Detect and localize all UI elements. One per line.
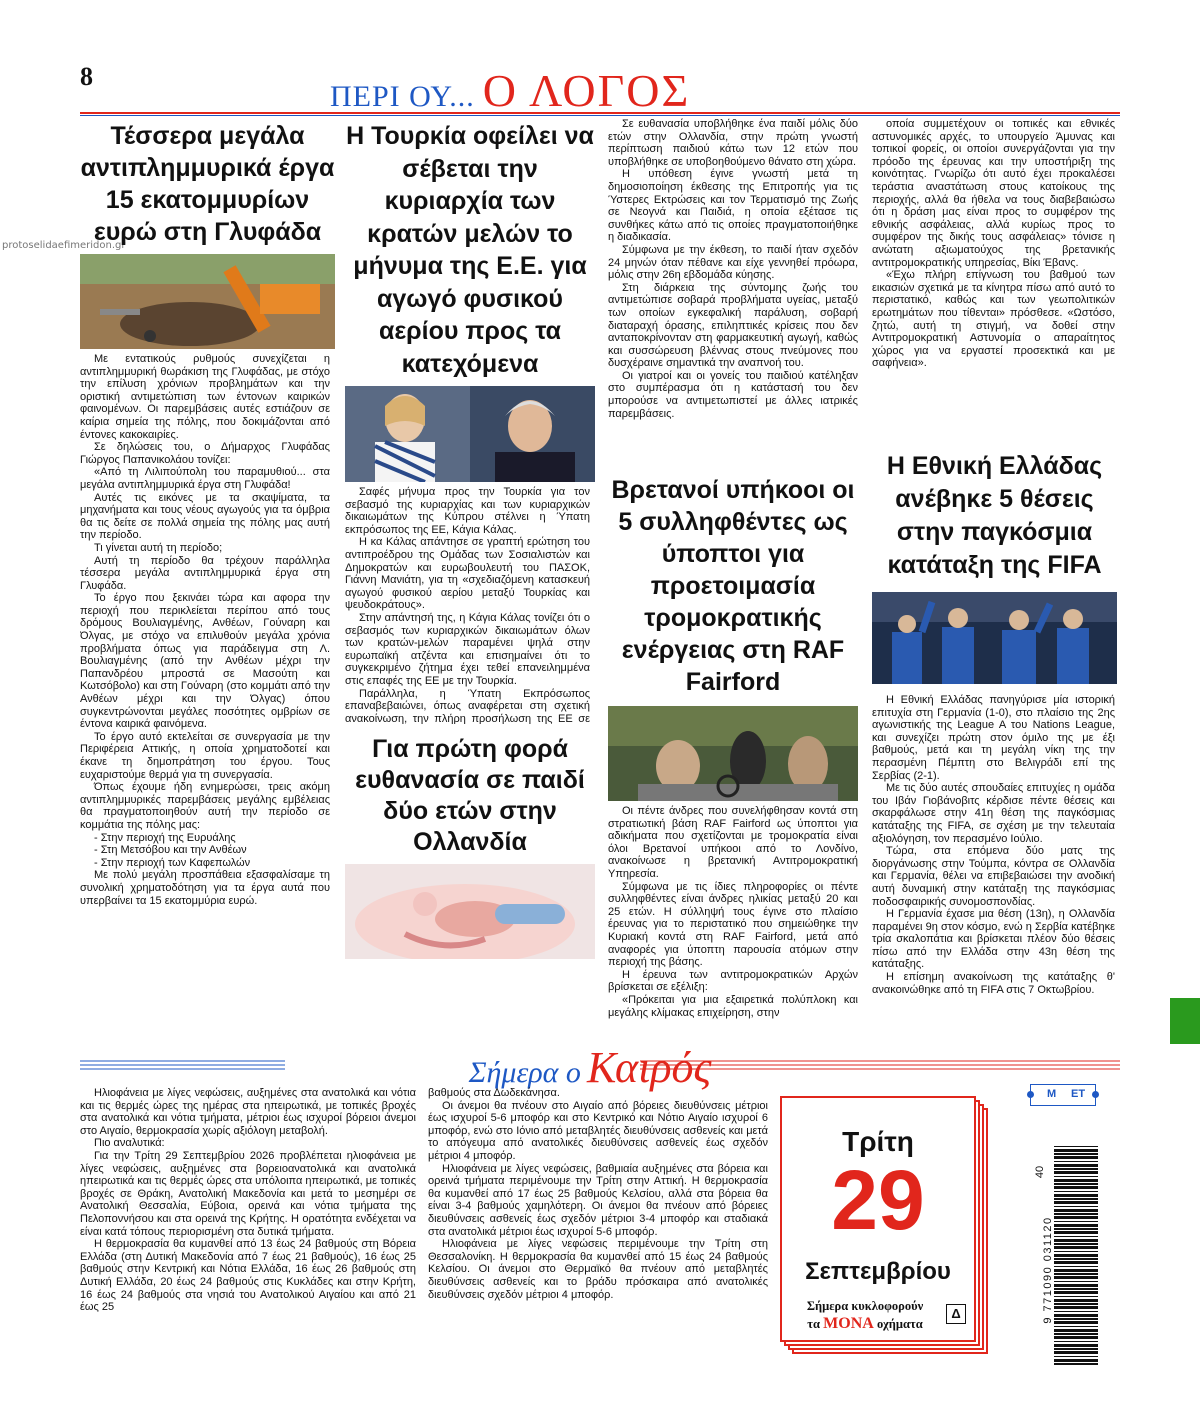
body-greece-fifa (872, 694, 1115, 1094)
met-letter: Μ (1047, 1088, 1057, 1100)
body-turkey (345, 486, 590, 724)
watermark: protoselidaefimeridon.gr (2, 240, 126, 251)
paragraph: Οι γιατροί και οι γονείς του παιδιού κατέληξαν στο συμπέρασμα ότι η κατάστασή του δεν μπορούσε να αντιμετωπιστεί με άλλες ιατρικές παρεμβάσεις. (608, 369, 858, 420)
headline-turkey: Η Τουρκία οφείλει να σέβεται την κυριαρχία των κρατών μελών το μήνυμα της Ε.Ε. για αγωγό φυσικού αερίου προς τα κατεχόμενα (346, 122, 594, 378)
masthead-part2: Ο ΛΟΓΟΣ (482, 65, 691, 116)
odd-even-notice (790, 1298, 940, 1333)
weather-left (80, 1087, 416, 1362)
paragraph: Παράλληλα, η Ύπατη Εκπρόσωπος επαναβεβαιώνει, όπως αναφέρεται στη σχετική ανακοίνωση, την πλήρη προσήλωση της ΕΕ σε (345, 687, 590, 724)
paragraph: Αυτές τις εικόνες με τα σκαψίματα, τα μηχανήματα και τους νέους αγωγούς για τα όμβρια θα τις δείτε σε πολλά σημεία της πόλης μας αυτή την περίοδο. (80, 491, 330, 542)
body-glyfada (80, 353, 330, 1028)
calendar-page-front (780, 1096, 976, 1342)
paragraph: Σε ευθανασία υποβλήθηκε ένα παιδί μόλις δύο ετών στην Ολλανδία, στην πρώτη γνωστή περίπτωση παιδιού κάτω των 12 ετών που υποβλήθηκε σε υποβοηθούμενο θάνατο στη χώρα. (608, 118, 858, 168)
paragraph: βαθμούς στα Δωδεκάνησα. (428, 1087, 560, 1099)
masthead (330, 64, 870, 117)
paragraph: Ηλιοφάνεια με λίγες νεφώσεις περιμένουμε την Τρίτη στη Θεσσαλονίκη. Η θερμοκρασία θα κυμανθεί από 15 έως 24 βαθμούς Κελσίου. Οι άνεμοι στο Θερμαϊκό θα πνέουν από μεταβλητές διευθύνσεις ασθενείς και το βράδυ πρόσκαιρα από ανατολικές διευθύνσεις σχεδόν μέτριοι 4 μποφόρ. (428, 1238, 768, 1301)
notice-highlight: ΜΟΝΑ (823, 1315, 874, 1332)
article-column4 (872, 118, 1117, 1094)
top-rule-blue (80, 115, 1120, 116)
article-glyfada (80, 118, 335, 1028)
photo-kallas (345, 386, 595, 482)
paragraph: Οι πέντε άνδρες που συνελήφθησαν κοντά στη στρατιωτική βάση RAF Fairford ως ύποπτοι για αδικήματα που σχετίζονται με τρομοκρατία είναι όλοι Βρετανοί υπήκοοι από το Λονδίνο, ανακοίνωσε η βρετανική Αντιτρομοκρατική Υπηρεσία. (608, 805, 858, 880)
met-dot-icon (1027, 1091, 1034, 1098)
paragraph: Αυτή τη περίοδο θα τρέχουν παράλληλα τέσσερα μεγάλα αντιπλημμυρικά έργα στη Γλυφάδα. (80, 554, 330, 592)
met-logo (1030, 1084, 1096, 1106)
paragraph: Με τις δύο αυτές σπουδαίες επιτυχίες η ομάδα του Ιβάν Γιοβάνοβιτς κέρδισε πέντε θέσεις και σκαρφάλωσε στην 41η θέση της παγκόσμιας κατάταξης της FIFA, σε σχέση με την τελευταία αξιολόγηση, τον περασμένο Ιούλιο. (872, 782, 1115, 845)
notice-word: οχήματα (876, 1317, 923, 1331)
weather-rules (80, 1058, 1120, 1072)
weather-right (428, 1087, 768, 1362)
paragraph: Πιο αναλυτικά: (94, 1137, 165, 1150)
paragraph: Ηλιοφάνεια με λίγες νεφώσεις, αυξημένες στα ανατολικά και νότια και τις θερμές ώρες της ημέρας στα ηπειρωτικά, με τοπικές βροχές στα ανατολικά και νότια τμήματα, μέτριοι έως ισχυροί βόρειοι άνεμοι στο Αιγαίο, θερμοκρασία χωρίς αξιόλογη μεταβολή. (80, 1087, 416, 1137)
paragraph: Για την Τρίτη 29 Σεπτεμβρίου 2026 προβλέπεται ηλιοφάνεια με λίγες νεφώσεις, αυξημένες στα βορειοανατολικά και ανατολικά ηπειρωτικά και τις θερμές ώρες στα υπόλοιπα ηπειρωτικά, με τοπικές βροχές σε Θράκη, Ανατολική Μακεδονία και μετά το μεσημέρι σε Ανατολική Θεσσαλία, Εύβοια, ορεινά και νότια τμήματα της Πελοποννήσου και στα ορεινά της Κρήτης. Η ορατότητα ενδέχεται να είναι κατά τόπους περιορισμένη στα δυτικά τμήματα. (80, 1149, 416, 1238)
body-euthanasia (608, 118, 858, 468)
weather-title-part1: Σήμερα ο (468, 1056, 581, 1089)
weather-title-part2: Καιρός (586, 1043, 712, 1092)
barcode (1036, 1146, 1098, 1366)
paragraph: Η Εθνική Ελλάδας πανηγύρισε μία ιστορική επιτυχία στη Γερμανία (1-0), στο πλαίσιο της 2ης αγωνιστικής της League A του Nations League, και συνεχίζει πρώτη στον όμιλο της με έξι βαθμούς, μετά και τη μεγάλη νίκη της την περασμένη Πέμπτη στο Βελιγράδι επί της Σερβίας (2-1). (872, 694, 1115, 782)
calendar-month: Σεπτεμβρίου (805, 1258, 951, 1285)
paragraph: Η κα Κάλας απάντησε σε γραπτή ερώτηση του αντιπροέδρου της Ομάδας των Σοσιαλιστών και Δημοκρατών και ευρωβουλευτή του ΠΑΣΟΚ, Γιάννη Μανιάτη, για τη «σχεδιαζόμενη κατασκευή αγωγού φυσικού αερίου μεταξύ Τουρκίας και ψευδοκράτους». (345, 536, 590, 612)
article-column3 (608, 118, 858, 1087)
photo-arrests (608, 706, 858, 801)
notice-word: τα (807, 1317, 821, 1331)
paragraph: Η έρευνα των αντιτρομοκρατικών Αρχών βρίσκεται σε εξέλιξη: (608, 968, 858, 994)
article-turkey (345, 118, 595, 959)
barcode-bars-icon (1054, 1146, 1098, 1366)
notice-line2 (790, 1315, 940, 1333)
calendar-day: Τρίτη (842, 1126, 914, 1157)
paragraph: Σύμφωνα με τις ίδιες πληροφορίες οι πέντε συλληφθέντες είναι άνδρες ηλικίας μεταξύ 20 και 25 ετών. Η σύλληψή τους έγινε στο πλαίσιο έρευνας για το περιστατικό που σημειώθηκε την Κυριακή κοντά στη RAF Fairford, μετά από αναφορές για ύποπτη παρουσία ατόμων στην περιοχή της βάσης. (608, 880, 858, 969)
barcode-digits: 9 771090 031120 (1042, 1216, 1054, 1324)
paragraph: Στην απάντησή της, η Κάγια Κάλας τονίζει ότι ο σεβασμός των κυριαρχικών δικαιωμάτων όλων των κρατών-μελών παραμένει ψηλά στην ευρωπαϊκή ατζέντα και επισημαίνει ότι το συγκεκριμένο ζήτημα έχει τεθεί επανειλημμένα στις επαφές της ΕΕ με την Τουρκία. (345, 611, 590, 687)
paragraph: - Στην περιοχή της Ευρυάλης (94, 831, 236, 844)
paragraph: Με εντατικούς ρυθμούς συνεχίζεται η αντιπλημμυρική θωράκιση της Γλυφάδας, με στόχο την επίλυση χρόνιων προβλημάτων και την οριστική αντιμετώπιση των έντονων καιρικών φαινομένων. Οι παρεμβάσεις αυτές εστιάζουν σε καίρια σημεία της πόλης, που δοκιμάζονται από έντονες κακοκαιρίες. (80, 353, 330, 441)
paragraph: Τι γίνεται αυτή τη περίοδο; (94, 541, 223, 554)
headline-raf-fairford: Βρετανοί υπήκοοι οι 5 συλληφθέντες ως ύποπτοι για προετοιμασία τρομοκρατικής ενέργειας στη RAF Fairford (611, 476, 855, 696)
calendar-date: 29 (831, 1153, 925, 1247)
paragraph: Με πολύ μεγάλη προσπάθεια εξασφαλίσαμε τη συνολική χρηματοδότηση για τα έργα αυτά που υπερβαίνει τα 15 εκατομμύρια ευρώ. (80, 869, 330, 907)
photo-baby-hand (345, 864, 595, 959)
top-rule-red (80, 112, 1120, 114)
paragraph: «Από τη Λιλιπούπολη του παραμυθιού... στα μεγάλα αντιπλημμυρικά έργα στη Γλυφάδα! (80, 466, 330, 491)
paragraph: Σύμφωνα με την έκθεση, το παιδί ήταν σχεδόν 24 μηνών όταν πέθανε και είχε γεννηθεί πρόωρα, μόλις στην 26η εβδομάδα κύησης. (608, 243, 858, 282)
paragraph: Το έργο αυτό εκτελείται σε συνεργασία με την Περιφέρεια Αττικής, η οποία χρηματοδοτεί και έκανε τη δημοπράτηση του έργου. Τους ευχαριστούμε θερμά για τη συνεργασία. (80, 730, 330, 781)
paragraph: Οι άνεμοι θα πνέουν στο Αιγαίο από βόρειες διευθύνσεις μέτριοι έως ισχυροί 5-6 μποφόρ και στο Κεντρικό και Νότιο Αιγαίο ισχυροί 6 μποφόρ, ενώ στο Ιόνιο από μεταβλητές διευθύνσεις ασθενείς και μετά το απόγευμα από ανατολικές διευθύνσεις ασθενείς έως σχεδόν μέτριοι 4 μποφόρ. (428, 1099, 768, 1162)
paragraph: Η υπόθεση έγινε γνωστή μετά τη δημοσιοποίηση έκθεσης της Επιτροπής για τις Ύστερες Εκτρώσεις και τον Τερματισμό της Ζωής σε Νεογνά και Παιδιά, η οποία εξέτασε τις συνθήκες κάτω από τις οποίες πραγματοποιήθηκε η διαδικασία. (608, 168, 858, 244)
paragraph: Όπως έχουμε ήδη ενημερώσει, τρεις ακόμη αντιπλημμυρικές παρεμβάσεις μεγάλης εμβέλειας θα πραγματοποιηθούν αυτή την περίοδο σε κομμάτια της πόλης μας: (80, 781, 330, 831)
paragraph: Τώρα, στα επόμενα δύο ματς της διοργάνωσης στην Τούμπα, κόντρα σε Ολλανδία και Γερμανία, θέλει να επιβεβαιώσει την ανοδική αυτή δυναμική στην κατάταξη της παγκόσμιας ποδοσφαιρικής συνομοσπονδίας. (872, 845, 1115, 908)
page-number: 8 (80, 62, 93, 91)
headline-greece-fifa: Η Εθνική Ελλάδας ανέβηκε 5 θέσεις στην παγκόσμια κατάταξη της FIFA (886, 452, 1103, 579)
paragraph: Ηλιοφάνεια με λίγες νεφώσεις, βαθμιαία αυξημένες στα βόρεια και ορεινά τμήματα περιμένουμε την Τρίτη στην Αττική. Η θερμοκρασία θα κυμανθεί από 17 έως 25 βαθμούς Κελσίου, αλλά στα βόρεια θα είναι 3-4 βαθμούς χαμηλότερη. Οι άνεμοι θα πνέουν από βόρειες διευθύνσεις ασθενείς έως σχεδόν μέτριοι 3-4 μποφόρ και σταδιακά στα ανατολικά μέτριοι έως ισχυροί 5-6 μποφόρ. (428, 1162, 768, 1238)
photo-excavation (80, 254, 335, 349)
headline-euthanasia: Για πρώτη φορά ευθανασία σε παιδί δύο ετών στην Ολλανδία (355, 735, 585, 856)
paragraph: Στη διάρκεια της σύντομης ζωής του αντιμετώπισε σοβαρά προβλήματα υγείας, μεταξύ των οποίων εγκεφαλική παράλυση, σοβαρή διαταραχή όρασης, επιληπτικές κρίσεις που δεν ανταποκρίνονταν στη φαρμακευτική αγωγή, καθώς και συσσώρευση βλέννας στους πνεύμονες που δυσχέραινε σημαντικά την αναπνοή του. (608, 281, 858, 370)
paragraph: οποία συμμετέχουν οι τοπικές και εθνικές αστυνομικές αρχές, το υπουργείο Άμυνας και τοπικοί φορείς, οι οποίοι συνεργάζονται για την πρόοδο της έρευνας και την υποστήριξη της κοινότητας. Γνωρίζω ότι αυτό έχει προκαλέσει τεράστια αναστάτωση στους κατοίκους της περιοχής, αλλά θα ήθελα να τους διαβεβαιώσω ότι η δράση μας είναι προς το συμφέρον της εθνικής ασφάλειας, αλλά κυρίως προς το συμφέρον της δικής τους ασφάλειας» τόνισε η ανώτατη αξιωματούχος της βρετανικής αντιτρομοκρατικής υπηρεσίας, Βίκι Έβανς. (872, 118, 1115, 269)
section-tab (1170, 998, 1200, 1044)
headline-glyfada: Τέσσερα μεγάλα αντιπλημμυρικά έργα 15 εκατομμυρίων ευρώ στη Γλυφάδα (80, 122, 335, 246)
photo-greek-team (872, 592, 1117, 684)
paragraph: Σαφές μήνυμα προς την Τουρκία για τον σεβασμό της κυριαρχίας και των κυριαρχικών δικαιωμάτων της Κύπρου στέλνει η Ύπατη εκπρόσωπος της ΕΕ, Κάγια Κάλας. (345, 486, 590, 536)
paragraph: - Στην περιοχή των Καφεπωλών (94, 856, 251, 869)
body-raf-continued (872, 118, 1115, 446)
paragraph: «Έχω πλήρη επίγνωση του βαθμού των εικασιών σχετικά με τα κίνητρα πίσω από αυτό το περιστατικό, καθώς και των γεωπολιτικών ερωτημάτων που τίθενται» πρόσθεσε. «Ωστόσο, ζητώ, αυτή τη στιγμή, να δοθεί στην Αντιτρομοκρατική Αστυνομία ο απαραίτητος χώρος για να εργαστεί προσεκτικά και με σαφήνεια». (872, 269, 1115, 370)
met-letters: ΕΤ (1071, 1088, 1086, 1100)
met-dot-icon (1092, 1091, 1099, 1098)
paragraph: Η θερμοκρασία θα κυμανθεί από 13 έως 24 βαθμούς στη Βόρεια Ελλάδα (στη Δυτική Μακεδονία από 7 έως 21 βαθμούς), 16 έως 25 βαθμούς στην Κεντρική και Νότια Ελλάδα, 16 έως 26 βαθμούς στη Δυτική Ελλάδα, 20 έως 24 βαθμούς στις Κυκλάδες και στην Κρήτη, 16 έως 24 βαθμούς στα νησιά του Ανατολικού Αιγαίου και από 21 έως 25 (80, 1238, 416, 1314)
paragraph: «Πρόκειται για μια εξαιρετικά πολύπλοκη και μεγάλης κλίμακας επιχείρηση, στην (608, 993, 858, 1019)
paragraph: Η επίσημη ανακοίνωση της κατάταξης θ' ανακοινώθηκε από τη FIFA στις 7 Οκτωβρίου. (872, 971, 1115, 996)
paragraph: Σε δηλώσεις του, ο Δήμαρχος Γλυφάδας Γιώργος Παπανικολάου τονίζει: (80, 441, 330, 466)
barcode-issue: 40 (1034, 1165, 1047, 1179)
plate-letter-box: Δ (946, 1304, 966, 1324)
masthead-part1: ΠΕΡΙ ΟΥ... (330, 80, 475, 113)
notice-line1: Σήμερα κυκλοφορούν (806, 1299, 924, 1313)
date-calendar (780, 1096, 990, 1356)
paragraph: Η Γερμανία έχασε μια θέση (13η), η Ολλανδία παραμένει 9η στον κόσμο, ενώ η Σερβία κατέβηκε τρία σκαλοπάτια και βρίσκεται πλέον δύο θέσεις πίσω από την Ελλάδα στην 43η θέση της κατάταξης. (872, 908, 1115, 971)
paragraph: Το έργο που ξεκινάει τώρα και αφορα την περιοχή που περικλείεται περίπου από τους δρόμους Βουλιαγμένης, Ανθέων, Γούναρη και Όλγας, με στόχο να επιλυθούν μεγάλα χρόνια προβλήματα όπως για παράδειγμα στη Λ. Βουλιαγμένης (από την Ανθέων μέχρι την Παπανδρέου μπροστά σε Μασούτη και Κωτσόβολο) και στη Γούναρη (στο κομμάτι από την Ανθέων μέχρι και την Όλγας) όπου συγκεντρώνονται μεγάλες ποσότητες ομβρίων σε έντονα καιρικά φαινόμενα. (80, 592, 330, 731)
paragraph: - Στη Μετσόβου και την Ανθέων (94, 844, 247, 857)
